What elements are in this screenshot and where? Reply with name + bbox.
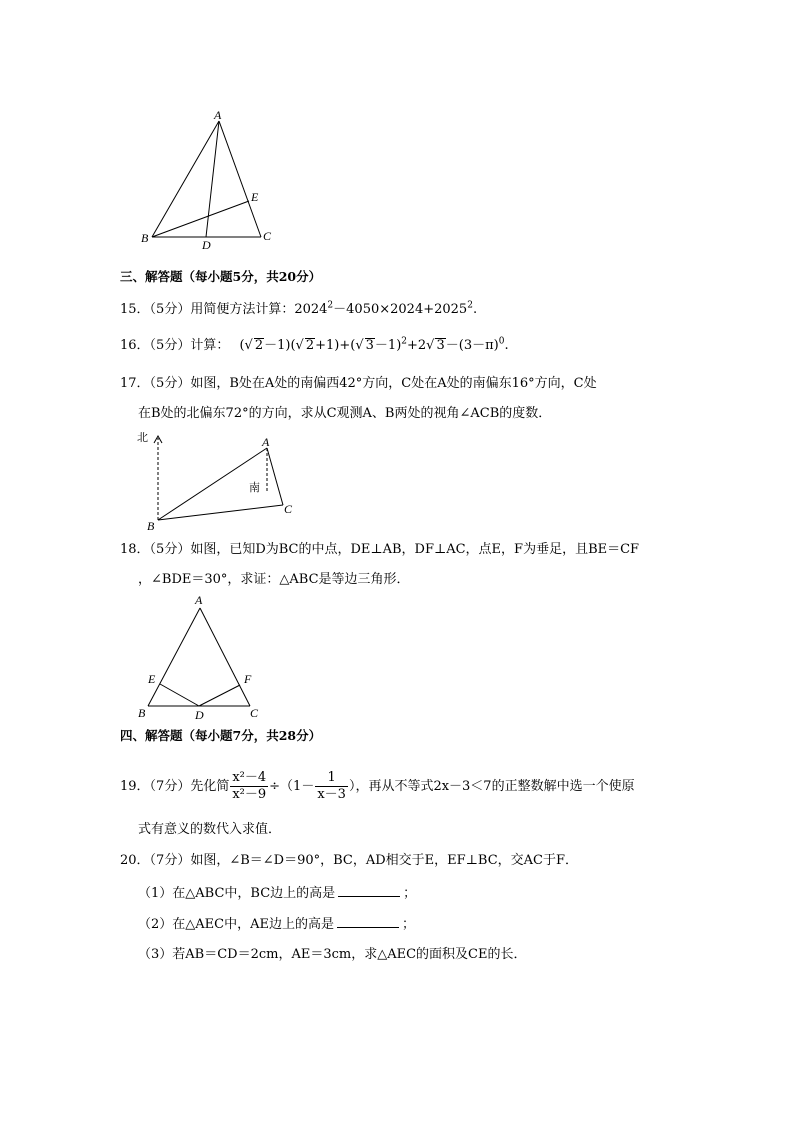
section-4-title: 四、解答题（每小题7分，共28分） <box>120 728 322 743</box>
q16-exp-1: 2 <box>401 336 407 347</box>
q20-part-1-end: ； <box>403 886 417 901</box>
label-south: 南 <box>249 481 260 494</box>
question-20-part-3: （3）若AB＝CD＝2cm，AE＝3cm，求△AEC的面积及CE的长． <box>138 947 527 962</box>
segment-df <box>199 685 240 706</box>
figure-triangle-abc-1 <box>135 105 285 255</box>
label-north: 北 <box>137 431 148 444</box>
q20-part-1-text: （1）在△ABC中，BC边上的高是 <box>138 886 336 901</box>
section-3-title: 三、解答题（每小题5分，共20分） <box>120 269 322 284</box>
label-e: E <box>148 672 156 686</box>
q19-division: ÷（1－ <box>269 779 315 794</box>
question-17-line-2: 在B处的北偏东72°的方向，求从C观测A、B两处的视角∠ACB的度数． <box>138 406 552 421</box>
q16-part: +1) <box>315 338 340 353</box>
q19-fraction-2 <box>315 770 348 803</box>
answer-blank-2[interactable] <box>337 915 399 928</box>
label-d: D <box>202 238 211 252</box>
q16-radicand-4: 3 <box>436 338 445 353</box>
fraction-numerator: 1 <box>315 770 348 787</box>
fraction-denominator: x²－9 <box>232 787 267 802</box>
sqrt-sign: √ <box>426 338 435 353</box>
figure-direction-abc <box>130 425 300 535</box>
q16-radicand-3: 3 <box>365 338 374 353</box>
q16-part: －1) <box>374 338 402 353</box>
question-20-part-1 <box>138 884 416 903</box>
q20-part-2-end: ； <box>401 917 415 932</box>
sqrt-sign: √ <box>355 338 364 353</box>
question-15 <box>120 301 477 319</box>
label-d: D <box>195 708 204 722</box>
label-c: C <box>284 502 293 516</box>
sqrt-sign: √ <box>295 338 304 353</box>
segment-ab <box>152 121 219 237</box>
q16-end: . <box>504 338 509 353</box>
label-a: A <box>262 435 270 449</box>
q16-part: ( <box>290 338 296 353</box>
question-20-part-2 <box>138 915 415 934</box>
question-17-line-1: 17．（5分）如图，B处在A处的南偏西42°方向，C处在A处的南偏东16°方向，C处 <box>120 376 597 391</box>
q16-paren: ( <box>239 338 245 353</box>
q16-exp-2: 0 <box>498 336 505 347</box>
segment-ab <box>148 608 200 706</box>
question-18-line-2: ，∠BDE＝30°，求证：△ABC是等边三角形． <box>138 572 410 587</box>
q15-exp-b: 2 <box>467 300 473 311</box>
q16-part: +( <box>339 338 356 353</box>
q19-number: 19．（7分）先化简 <box>120 779 230 794</box>
q15-term-a: 2024 <box>294 302 328 317</box>
label-a: A <box>195 593 203 607</box>
figure-equilateral-triangle <box>130 590 270 725</box>
label-e: E <box>251 190 259 204</box>
label-c: C <box>250 706 259 720</box>
question-19-line-1 <box>120 770 635 803</box>
q16-part: +2 <box>407 338 427 353</box>
q16-part: －(3－π) <box>445 338 499 353</box>
answer-blank-1[interactable] <box>338 884 400 897</box>
q15-exp-a: 2 <box>327 300 334 311</box>
segment-de <box>160 684 199 706</box>
q15-term-b: －4050×2024+2025 <box>333 302 468 317</box>
label-b: B <box>141 231 149 245</box>
label-c: C <box>263 229 272 243</box>
label-a: A <box>214 108 222 122</box>
question-19-line-2: 式有意义的数代入求值． <box>138 822 282 837</box>
segment-ac <box>267 448 283 505</box>
segment-ac <box>200 608 250 706</box>
question-20-line-1: 20．（7分）如图，∠B＝∠D＝90°，BC，AD相交于E，EF⊥BC，交AC于F． <box>120 853 578 868</box>
q19-fraction-1 <box>230 770 268 803</box>
fraction-denominator: x－3 <box>317 787 346 802</box>
question-16 <box>120 337 509 355</box>
q20-part-2-text: （2）在△AEC中，AE边上的高是 <box>138 917 334 932</box>
q16-radicand-1: 2 <box>254 338 264 353</box>
label-b: B <box>138 706 146 720</box>
sqrt-sign: √ <box>244 338 253 353</box>
label-b: B <box>147 519 155 533</box>
segment-be <box>152 201 249 237</box>
fraction-numerator: x²－4 <box>232 770 267 785</box>
q16-part: －1) <box>264 338 291 353</box>
q16-number: 16．（5分）计算： <box>120 338 230 353</box>
segment-ac <box>219 121 261 237</box>
q19-rest: ），再从不等式2x－3＜7的正整数解中选一个使原 <box>348 779 635 794</box>
question-18-line-1: 18．（5分）如图，已知D为BC的中点，DE⊥AB，DF⊥AC，点E，F为垂足，且BE＝CF <box>120 542 640 557</box>
q16-radicand-2: 2 <box>305 338 315 353</box>
q15-end: . <box>472 302 478 317</box>
label-f: F <box>244 672 252 686</box>
segment-ad <box>206 121 219 237</box>
q15-number: 15．（5分）用简便方法计算： <box>120 302 295 317</box>
